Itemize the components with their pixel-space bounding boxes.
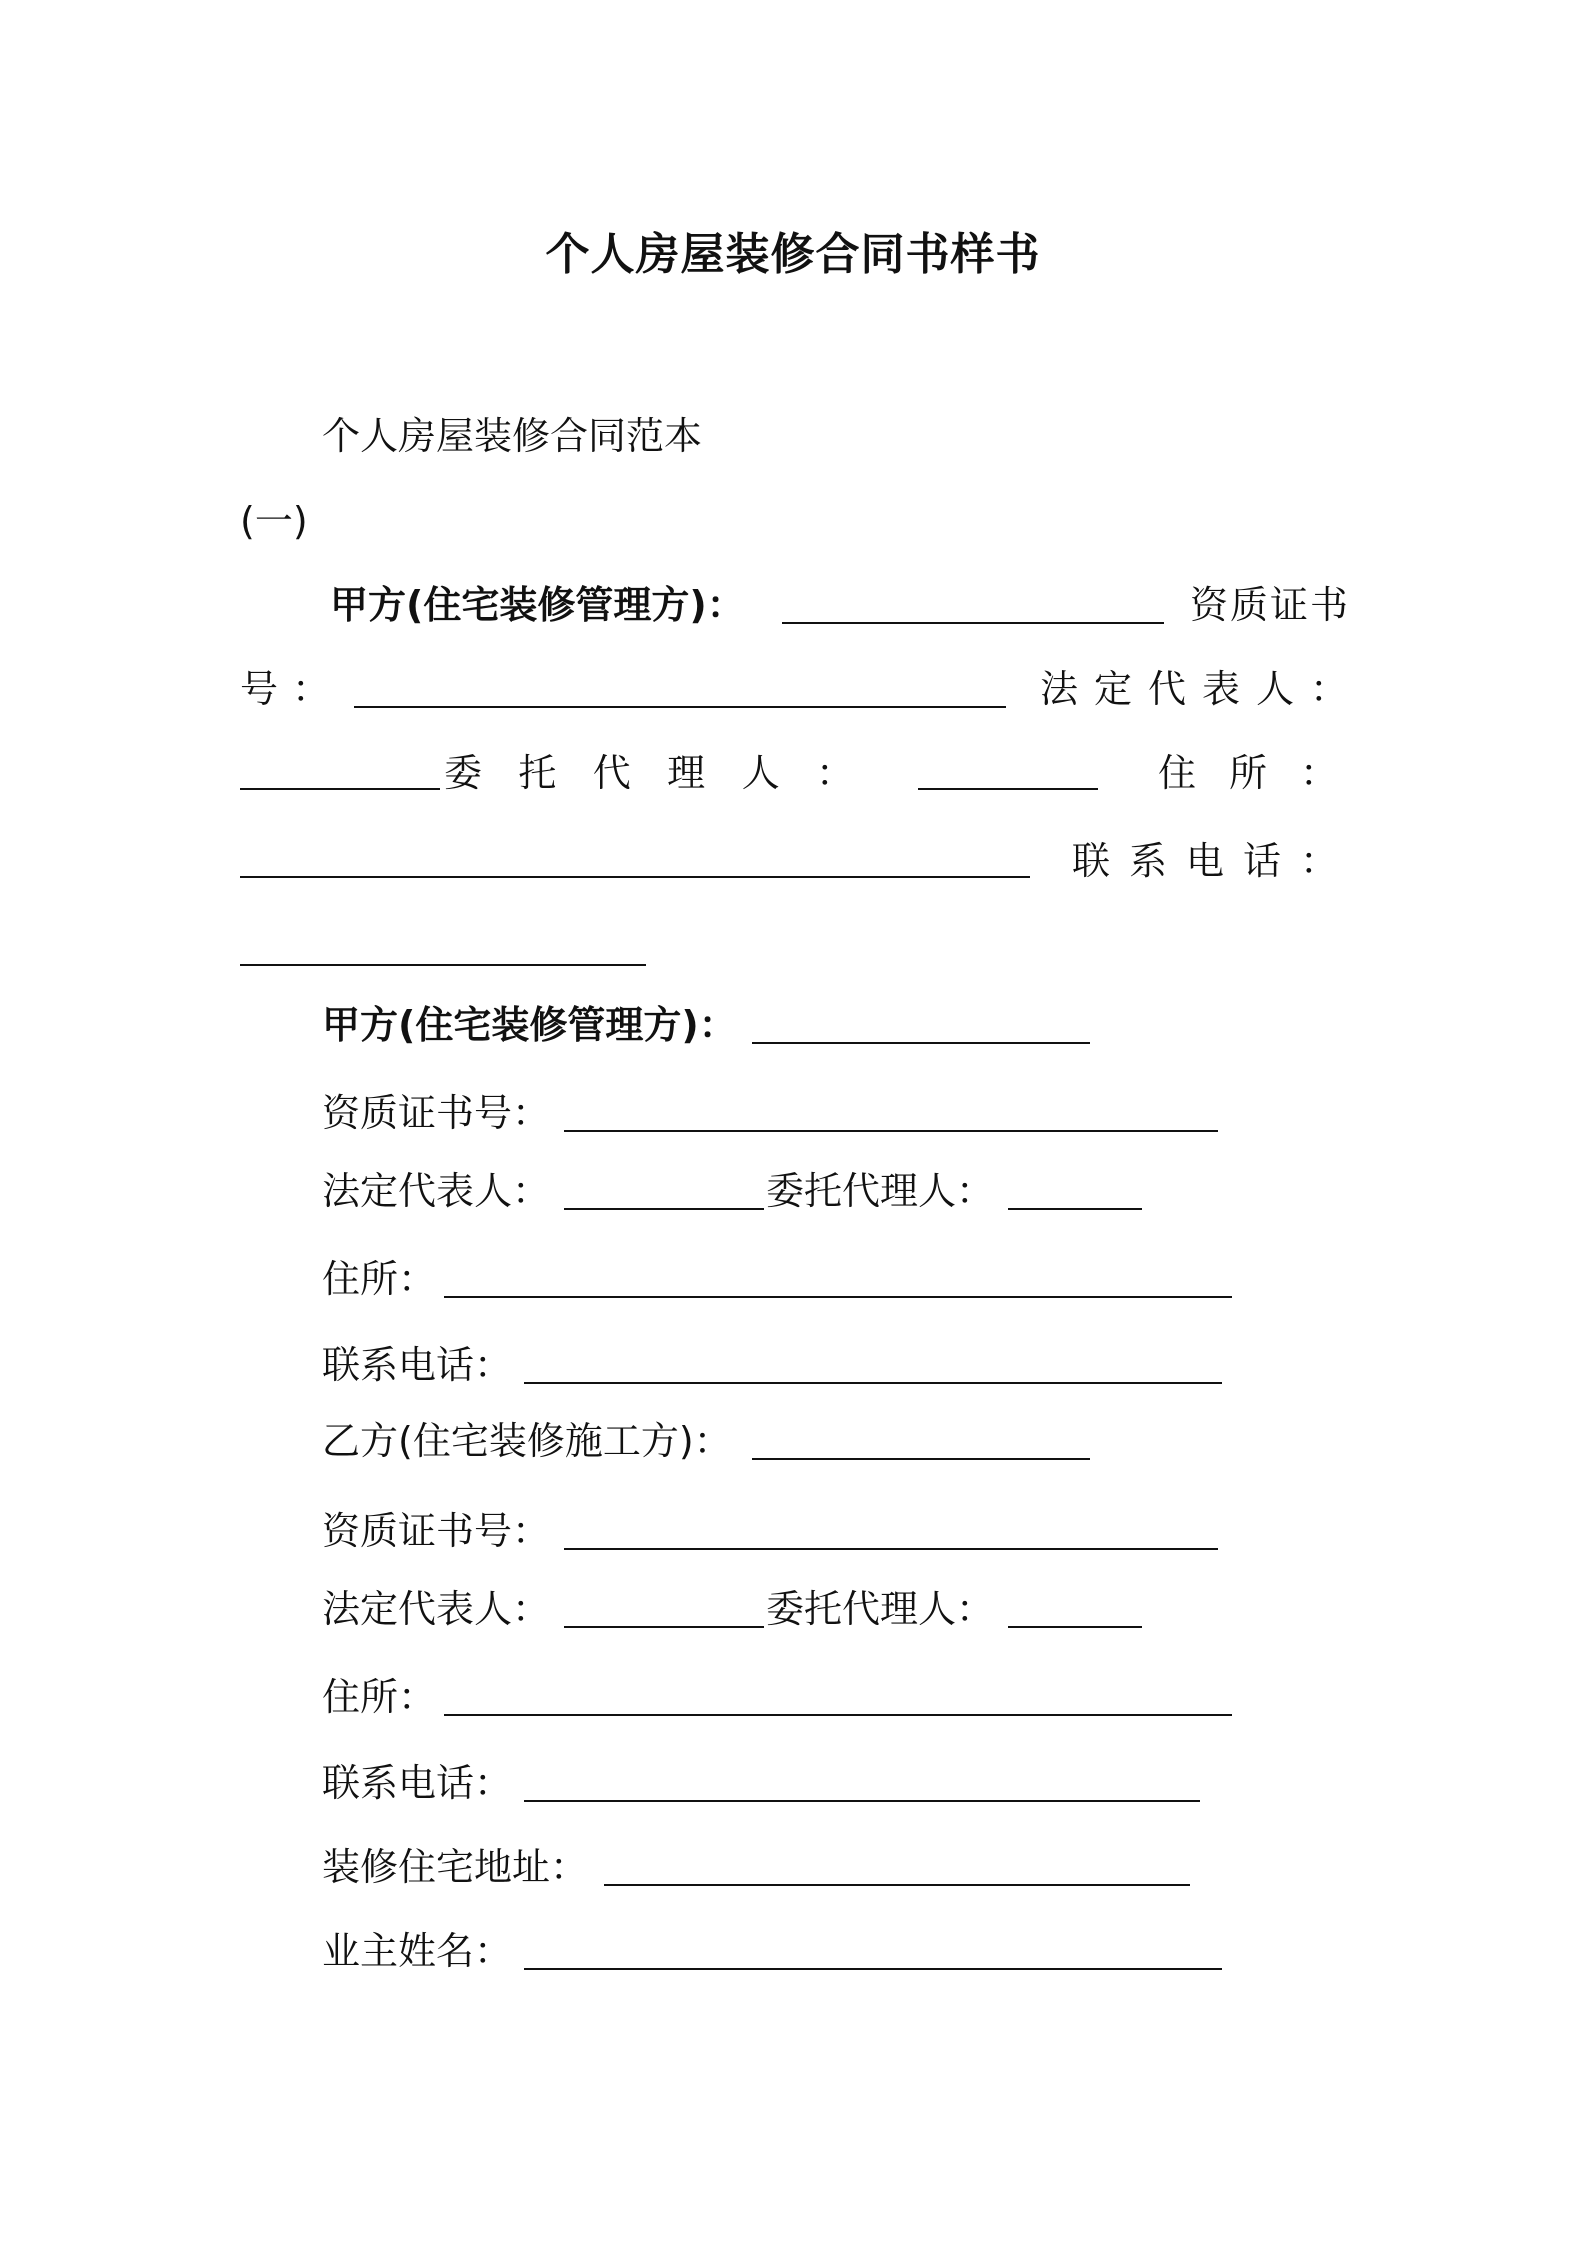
section-marker: (一) — [240, 499, 308, 543]
party-a-agent-blank — [1008, 1178, 1142, 1210]
phone-char: 系 — [1128, 839, 1167, 883]
agent-char: 托 — [518, 751, 557, 795]
party-b-cert-label: 资质证书号： — [322, 1509, 551, 1553]
party-a-blank — [752, 1012, 1090, 1044]
party-a-label: 甲方(住宅装修管理方)： — [322, 1003, 737, 1047]
agent-char: 代 — [592, 751, 631, 795]
address-char: 住 — [1158, 751, 1197, 795]
paragraph-phone-label — [1072, 836, 1338, 886]
paragraph-party-a-blank — [782, 592, 1164, 624]
agent-char: 委 — [444, 751, 483, 795]
paragraph-cert-tail: 资质证书 — [1190, 583, 1351, 627]
address-char: 所 — [1228, 751, 1267, 795]
party-b-legal-rep-blank — [564, 1596, 764, 1628]
owner-name-blank — [524, 1938, 1222, 1970]
phone-char: 话 — [1242, 839, 1281, 883]
paragraph-phone-blank — [240, 934, 646, 966]
owner-name-label: 业主姓名： — [322, 1929, 513, 1973]
party-b-address-label: 住所： — [322, 1675, 437, 1719]
paragraph-cert-blank — [354, 676, 1006, 708]
party-a-legal-rep-blank — [564, 1178, 764, 1210]
party-a-cert-label: 资质证书号： — [322, 1091, 551, 1135]
paragraph-agent-blank — [918, 758, 1098, 790]
phone-char: ： — [1299, 839, 1338, 883]
party-a-address-blank — [444, 1266, 1232, 1298]
document-title: 个人房屋装修合同书样书 — [545, 229, 1041, 280]
party-b-legal-rep-label: 法定代表人： — [322, 1587, 551, 1631]
party-a-legal-rep-label: 法定代表人： — [322, 1169, 551, 1213]
party-b-phone-label: 联系电话： — [322, 1761, 513, 1805]
paragraph-cert-head: 号： — [240, 667, 345, 711]
paragraph-party-a-label: 甲方(住宅装修管理方)： — [330, 583, 745, 627]
paragraph-legal-rep-blank — [240, 758, 440, 790]
party-b-label: 乙方(住宅装修施工方)： — [322, 1419, 732, 1463]
agent-char: 人 — [741, 751, 780, 795]
house-address-blank — [604, 1854, 1190, 1886]
paragraph-legal-rep: 法定代表人： — [1040, 667, 1365, 711]
party-b-agent-blank — [1008, 1596, 1142, 1628]
party-b-cert-blank — [564, 1518, 1218, 1550]
party-b-blank — [752, 1428, 1090, 1460]
phone-char: 联 — [1072, 839, 1111, 883]
house-address-label: 装修住宅地址： — [322, 1845, 589, 1889]
phone-char: 电 — [1185, 839, 1224, 883]
party-b-phone-blank — [524, 1770, 1200, 1802]
party-b-agent-label: 委托代理人： — [766, 1587, 995, 1631]
paragraph-agent-label — [444, 748, 854, 798]
agent-char: 理 — [667, 751, 706, 795]
party-a-phone-blank — [524, 1352, 1222, 1384]
agent-char: ： — [815, 751, 854, 795]
paragraph-address-label — [1158, 748, 1338, 798]
party-a-address-label: 住所： — [322, 1257, 437, 1301]
paragraph-address-blank — [240, 846, 1030, 878]
party-a-cert-blank — [564, 1100, 1218, 1132]
party-b-address-blank — [444, 1684, 1232, 1716]
address-char: ： — [1299, 751, 1338, 795]
document-subtitle: 个人房屋装修合同范本 — [322, 414, 703, 458]
party-a-agent-label: 委托代理人： — [766, 1169, 995, 1213]
party-a-phone-label: 联系电话： — [322, 1343, 513, 1387]
